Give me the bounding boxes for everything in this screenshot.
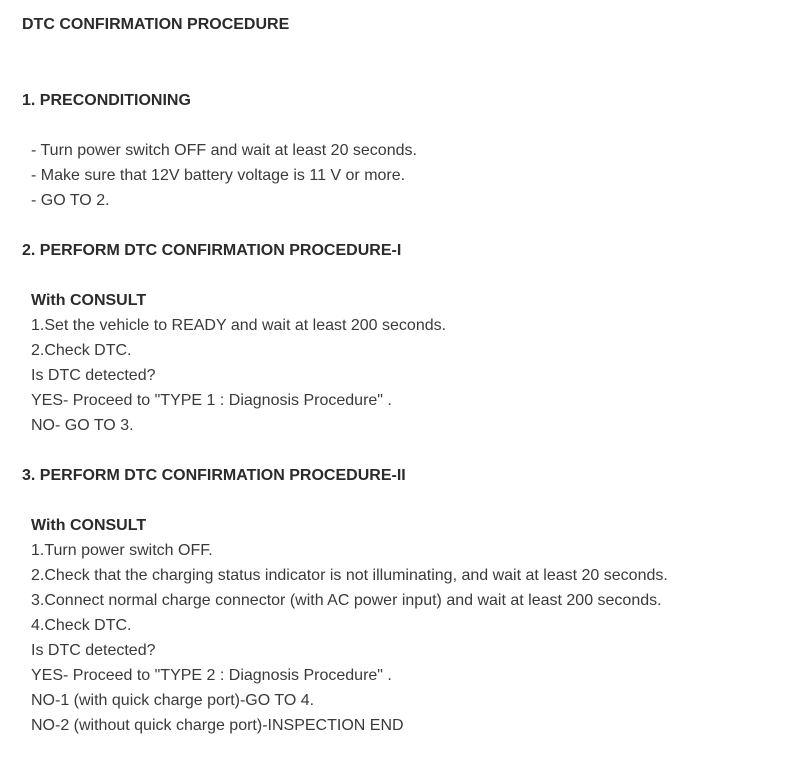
step-line: NO-2 (without quick charge port)-INSPECTION END	[31, 717, 404, 734]
step-line: 1.Set the vehicle to READY and wait at least 200 seconds.	[31, 317, 447, 334]
step-line: NO-1 (with quick charge port)-GO TO 4.	[31, 692, 315, 709]
step-line: 1.Turn power switch OFF.	[31, 542, 213, 559]
step-line: Is DTC detected?	[31, 367, 156, 384]
step-line: 2.Check that the charging status indicator is not illuminating, and wait at least 20 seconds.	[31, 567, 668, 584]
step-line: 3.Connect normal charge connector (with AC power input) and wait at least 200 seconds.	[31, 592, 662, 609]
list-item: - Make sure that 12V battery voltage is 11 V or more.	[31, 167, 406, 184]
section-heading-procedure-2: 3. PERFORM DTC CONFIRMATION PROCEDURE-II	[22, 467, 406, 484]
subheading-with-consult: With CONSULT	[31, 292, 147, 309]
list-item: - Turn power switch OFF and wait at least 20 seconds.	[31, 142, 417, 159]
step-line: YES- Proceed to "TYPE 1 : Diagnosis Procedure" .	[31, 392, 392, 409]
step-line: 2.Check DTC.	[31, 342, 132, 359]
section-heading-preconditioning: 1. PRECONDITIONING	[22, 92, 191, 109]
step-line: YES- Proceed to "TYPE 2 : Diagnosis Procedure" .	[31, 667, 392, 684]
list-item: - GO TO 2.	[31, 192, 110, 209]
step-line: 4.Check DTC.	[31, 617, 132, 634]
section-heading-procedure-1: 2. PERFORM DTC CONFIRMATION PROCEDURE-I	[22, 242, 402, 259]
step-line: NO- GO TO 3.	[31, 417, 134, 434]
subheading-with-consult: With CONSULT	[31, 517, 147, 534]
page-title: DTC CONFIRMATION PROCEDURE	[22, 16, 290, 33]
step-line: Is DTC detected?	[31, 642, 156, 659]
